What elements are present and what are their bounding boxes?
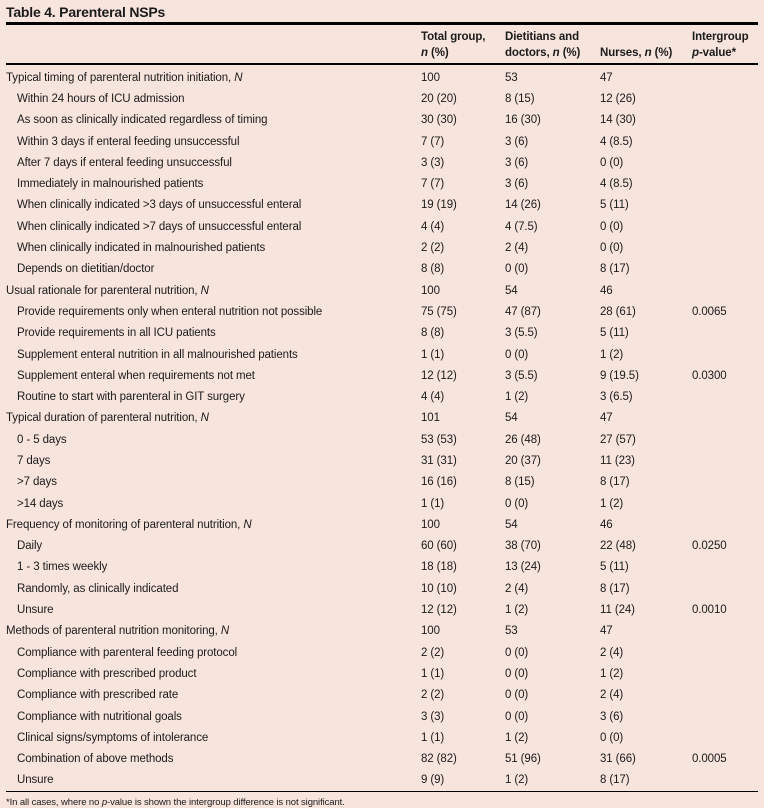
table-row xyxy=(6,727,758,748)
nurses-cell: 5 (11) xyxy=(600,561,629,574)
p-value-cell xyxy=(692,280,758,301)
p-value-cell xyxy=(692,578,758,599)
row-label: Within 24 hours of ICU admission xyxy=(17,92,185,105)
total-group-cell: 100 xyxy=(421,71,440,84)
total-group-cell: 8 (8) xyxy=(421,327,445,340)
dietitians-doctors-cell: 0 (0) xyxy=(505,646,529,659)
total-group-cell: 2 (2) xyxy=(421,646,445,659)
total-group-cell: 100 xyxy=(421,284,440,297)
p-value-cell xyxy=(692,706,758,727)
col-header-line xyxy=(6,45,421,61)
col-header-line: Intergroup xyxy=(692,31,749,43)
p-value-cell xyxy=(692,663,758,684)
dietitians-doctors-cell: 13 (24) xyxy=(505,561,541,574)
nurses-cell: 47 xyxy=(600,625,613,638)
row-label: Clinical signs/symptoms of intolerance xyxy=(17,731,209,744)
total-group-cell: 60 (60) xyxy=(421,540,457,553)
row-label: Supplement enteral when requirements not met xyxy=(17,369,255,382)
row-label: Daily xyxy=(17,540,43,553)
total-group-cell: 9 (9) xyxy=(421,770,505,792)
nurses-cell: 5 (11) xyxy=(600,199,629,212)
row-label: >14 days xyxy=(17,497,64,510)
dietitians-doctors-cell: 3 (6) xyxy=(505,156,529,169)
row-label: Usual rationale for parenteral nutrition, N xyxy=(6,284,209,297)
dietitians-doctors-cell: 1 (2) xyxy=(505,391,529,404)
table-row xyxy=(6,536,758,557)
dietitians-doctors-cell: 54 xyxy=(505,518,518,531)
dietitians-doctors-cell: 3 (5.5) xyxy=(505,327,538,340)
nurses-cell: 8 (17) xyxy=(600,476,630,489)
table-row xyxy=(6,663,758,684)
nurses-cell: 47 xyxy=(600,412,613,425)
nurses-cell: 3 (6.5) xyxy=(600,391,633,404)
dietitians-doctors-cell: 38 (70) xyxy=(505,540,541,553)
table-row xyxy=(6,642,758,663)
nurses-cell: 8 (17) xyxy=(600,582,630,595)
nurses-cell: 46 xyxy=(600,518,613,531)
col-header-line: n (%) xyxy=(421,47,449,59)
total-group-cell: 2 (2) xyxy=(421,242,445,255)
header-row xyxy=(6,25,758,64)
total-group-cell: 12 (12) xyxy=(421,604,457,617)
p-value-cell xyxy=(692,472,758,493)
col-header-nurses xyxy=(600,25,692,64)
p-value-cell: 0.0065 xyxy=(692,305,727,318)
total-group-cell: 1 (1) xyxy=(421,348,445,361)
col-header-p-value xyxy=(692,25,758,64)
row-label: When clinically indicated in malnourished patients xyxy=(17,242,266,255)
table-row xyxy=(6,621,758,642)
col-header-line: Total group, xyxy=(421,31,486,43)
dietitians-doctors-cell: 0 (0) xyxy=(505,667,529,680)
table-row xyxy=(6,173,758,194)
table-row xyxy=(6,237,758,258)
total-group-cell: 1 (1) xyxy=(421,667,445,680)
row-label: 7 days xyxy=(17,454,51,467)
nurses-cell: 12 (26) xyxy=(600,92,636,105)
nurses-cell: 31 (66) xyxy=(600,753,636,766)
col-header-total xyxy=(421,25,505,64)
table-row xyxy=(6,770,758,792)
table-row xyxy=(6,514,758,535)
dietitians-doctors-cell: 26 (48) xyxy=(505,433,541,446)
row-label: Compliance with prescribed product xyxy=(17,667,197,680)
row-label: >7 days xyxy=(17,476,57,489)
nurses-cell: 9 (19.5) xyxy=(600,369,639,382)
p-value-cell xyxy=(692,642,758,663)
total-group-cell: 8 (8) xyxy=(421,263,445,276)
row-label: Unsure xyxy=(17,604,54,617)
row-label: Within 3 days if enteral feeding unsuccessful xyxy=(17,135,240,148)
total-group-cell: 100 xyxy=(421,518,440,531)
total-group-cell: 18 (18) xyxy=(421,561,457,574)
dietitians-doctors-cell: 0 (0) xyxy=(505,497,529,510)
col-header-line: Dietitians and xyxy=(505,31,580,43)
p-value-cell xyxy=(692,344,758,365)
nurses-cell: 8 (17) xyxy=(600,263,630,276)
p-value-cell xyxy=(692,408,758,429)
col-header-line xyxy=(6,29,421,45)
nurses-cell: 1 (2) xyxy=(600,348,624,361)
dietitians-doctors-cell: 8 (15) xyxy=(505,92,535,105)
row-label: Frequency of monitoring of parenteral nutrition, N xyxy=(6,518,252,531)
p-value-cell xyxy=(692,770,758,792)
dietitians-doctors-cell: 14 (26) xyxy=(505,199,541,212)
dietitians-doctors-cell: 54 xyxy=(505,284,518,297)
table-row xyxy=(6,131,758,152)
row-label: 1 - 3 times weekly xyxy=(17,561,108,574)
p-value-cell xyxy=(692,450,758,471)
total-group-cell: 75 (75) xyxy=(421,305,457,318)
table-row xyxy=(6,472,758,493)
table-row xyxy=(6,110,758,131)
p-value-cell xyxy=(692,727,758,748)
col-header-line: p-value* xyxy=(692,47,736,59)
p-value-cell xyxy=(692,216,758,237)
table-row xyxy=(6,599,758,620)
table-row xyxy=(6,64,758,88)
total-group-cell: 1 (1) xyxy=(421,497,445,510)
table-row xyxy=(6,195,758,216)
total-group-cell: 16 (16) xyxy=(421,476,457,489)
nurses-cell: 11 (24) xyxy=(600,604,635,617)
dietitians-doctors-cell: 20 (37) xyxy=(505,454,541,467)
parenteral-nsps-table xyxy=(6,25,758,792)
nurses-cell: 3 (6) xyxy=(600,710,624,723)
dietitians-doctors-cell: 53 xyxy=(505,71,518,84)
p-value-cell: 0.0250 xyxy=(692,540,727,553)
dietitians-doctors-cell: 4 (7.5) xyxy=(505,220,538,233)
dietitians-doctors-cell: 1 (2) xyxy=(505,604,529,617)
total-group-cell: 1 (1) xyxy=(421,731,445,744)
p-value-cell xyxy=(692,173,758,194)
nurses-cell: 4 (8.5) xyxy=(600,135,633,148)
p-value-cell xyxy=(692,386,758,407)
table-row xyxy=(6,450,758,471)
dietitians-doctors-cell: 3 (5.5) xyxy=(505,369,538,382)
col-header-label xyxy=(6,25,421,64)
total-group-cell: 30 (30) xyxy=(421,114,457,127)
table-row xyxy=(6,386,758,407)
p-value-cell xyxy=(692,621,758,642)
table-row xyxy=(6,259,758,280)
row-label: Methods of parenteral nutrition monitoring, N xyxy=(6,625,230,638)
table-body xyxy=(6,64,758,792)
table-row xyxy=(6,88,758,109)
table-row xyxy=(6,365,758,386)
dietitians-doctors-cell: 0 (0) xyxy=(505,348,529,361)
total-group-cell: 4 (4) xyxy=(421,220,445,233)
table-row xyxy=(6,557,758,578)
nurses-cell: 1 (2) xyxy=(600,667,624,680)
nurses-cell: 22 (48) xyxy=(600,540,636,553)
row-label: Routine to start with parenteral in GIT surgery xyxy=(17,391,245,404)
table-title: Table 4. Parenteral NSPs xyxy=(6,4,166,20)
dietitians-doctors-cell: 16 (30) xyxy=(505,114,541,127)
p-value-cell xyxy=(692,557,758,578)
row-label: After 7 days if enteral feeding unsuccessful xyxy=(17,156,232,169)
dietitians-doctors-cell: 8 (15) xyxy=(505,476,535,489)
p-value-cell: 0.0005 xyxy=(692,753,727,766)
row-label: Provide requirements only when enteral nutrition not possible xyxy=(17,305,323,318)
nurses-cell: 0 (0) xyxy=(600,156,624,169)
row-label: When clinically indicated >7 days of unsuccessful enteral xyxy=(17,220,302,233)
total-group-cell: 2 (2) xyxy=(421,689,445,702)
nurses-cell: 11 (23) xyxy=(600,454,635,467)
nurses-cell: 2 (4) xyxy=(600,689,624,702)
p-value-cell xyxy=(692,259,758,280)
table-row xyxy=(6,578,758,599)
nurses-cell: 0 (0) xyxy=(600,731,624,744)
row-label: Immediately in malnourished patients xyxy=(17,178,204,191)
table-row xyxy=(6,429,758,450)
row-label: Typical duration of parenteral nutrition, N xyxy=(6,412,209,425)
dietitians-doctors-cell: 54 xyxy=(505,412,518,425)
total-group-cell: 4 (4) xyxy=(421,391,445,404)
total-group-cell: 53 (53) xyxy=(421,433,457,446)
dietitians-doctors-cell: 1 (2) xyxy=(505,770,600,792)
col-header-line: doctors, n (%) xyxy=(505,47,581,59)
row-label: Combination of above methods xyxy=(17,753,174,766)
dietitians-doctors-cell: 3 (6) xyxy=(505,178,529,191)
total-group-cell: 19 (19) xyxy=(421,199,457,212)
total-group-cell: 10 (10) xyxy=(421,582,457,595)
total-group-cell: 100 xyxy=(421,625,440,638)
nurses-cell: 47 xyxy=(600,71,613,84)
nurses-cell: 14 (30) xyxy=(600,114,636,127)
total-group-cell: 101 xyxy=(421,412,440,425)
table-row xyxy=(6,280,758,301)
footnote: *In all cases, where no p-value is shown the intergroup difference is not significant. xyxy=(6,797,345,808)
dietitians-doctors-cell: 51 (96) xyxy=(505,753,541,766)
dietitians-doctors-cell: 3 (6) xyxy=(505,135,529,148)
p-value-cell xyxy=(692,195,758,216)
p-value-cell xyxy=(692,131,758,152)
row-label: When clinically indicated >3 days of unsuccessful enteral xyxy=(17,199,302,212)
nurses-cell: 8 (17) xyxy=(600,770,692,792)
col-header-line: Nurses, n (%) xyxy=(600,47,673,59)
col-header-line xyxy=(600,29,692,45)
total-group-cell: 3 (3) xyxy=(421,156,445,169)
table-row xyxy=(6,152,758,173)
row-label: Compliance with parenteral feeding protocol xyxy=(17,646,238,659)
dietitians-doctors-cell: 0 (0) xyxy=(505,689,529,702)
nurses-cell: 5 (11) xyxy=(600,327,629,340)
nurses-cell: 28 (61) xyxy=(600,305,636,318)
p-value-cell xyxy=(692,514,758,535)
total-group-cell: 7 (7) xyxy=(421,135,445,148)
row-label: Supplement enteral nutrition in all malnourished patients xyxy=(17,348,298,361)
row-label: 0 - 5 days xyxy=(17,433,67,446)
dietitians-doctors-cell: 0 (0) xyxy=(505,710,529,723)
dietitians-doctors-cell: 53 xyxy=(505,625,518,638)
dietitians-doctors-cell: 47 (87) xyxy=(505,305,541,318)
p-value-cell xyxy=(692,152,758,173)
total-group-cell: 3 (3) xyxy=(421,710,445,723)
p-value-cell xyxy=(692,429,758,450)
nurses-cell: 0 (0) xyxy=(600,220,624,233)
row-label: Randomly, as clinically indicated xyxy=(17,582,179,595)
row-label: Compliance with prescribed rate xyxy=(17,689,179,702)
table-row xyxy=(6,216,758,237)
total-group-cell: 12 (12) xyxy=(421,369,457,382)
p-value-cell xyxy=(692,110,758,131)
table-row xyxy=(6,706,758,727)
table-row xyxy=(6,323,758,344)
nurses-cell: 4 (8.5) xyxy=(600,178,633,191)
nurses-cell: 0 (0) xyxy=(600,242,624,255)
dietitians-doctors-cell: 2 (4) xyxy=(505,242,529,255)
table-row xyxy=(6,493,758,514)
table-row xyxy=(6,344,758,365)
total-group-cell: 82 (82) xyxy=(421,753,457,766)
p-value-cell xyxy=(692,493,758,514)
col-header-dietitians-doctors xyxy=(505,25,600,64)
row-label: Typical timing of parenteral nutrition initiation, N xyxy=(6,71,243,84)
total-group-cell: 31 (31) xyxy=(421,454,457,467)
p-value-cell: 0.0300 xyxy=(692,369,727,382)
table-row xyxy=(6,749,758,770)
dietitians-doctors-cell: 2 (4) xyxy=(505,582,529,595)
row-label: As soon as clinically indicated regardless of timing xyxy=(17,114,268,127)
total-group-cell: 7 (7) xyxy=(421,178,445,191)
row-label: Compliance with nutritional goals xyxy=(17,710,182,723)
p-value-cell xyxy=(692,88,758,109)
nurses-cell: 1 (2) xyxy=(600,497,624,510)
row-label: Depends on dietitian/doctor xyxy=(17,263,155,276)
nurses-cell: 46 xyxy=(600,284,613,297)
dietitians-doctors-cell: 0 (0) xyxy=(505,263,529,276)
p-value-cell: 0.0010 xyxy=(692,604,727,617)
p-value-cell xyxy=(692,64,758,88)
p-value-cell xyxy=(692,237,758,258)
dietitians-doctors-cell: 1 (2) xyxy=(505,731,529,744)
table-row xyxy=(6,685,758,706)
nurses-cell: 2 (4) xyxy=(600,646,624,659)
row-label: Provide requirements in all ICU patients xyxy=(17,327,216,340)
row-label: Unsure xyxy=(6,770,421,792)
nurses-cell: 27 (57) xyxy=(600,433,636,446)
table-row xyxy=(6,301,758,322)
p-value-cell xyxy=(692,685,758,706)
total-group-cell: 20 (20) xyxy=(421,92,457,105)
table-row xyxy=(6,408,758,429)
p-value-cell xyxy=(692,323,758,344)
